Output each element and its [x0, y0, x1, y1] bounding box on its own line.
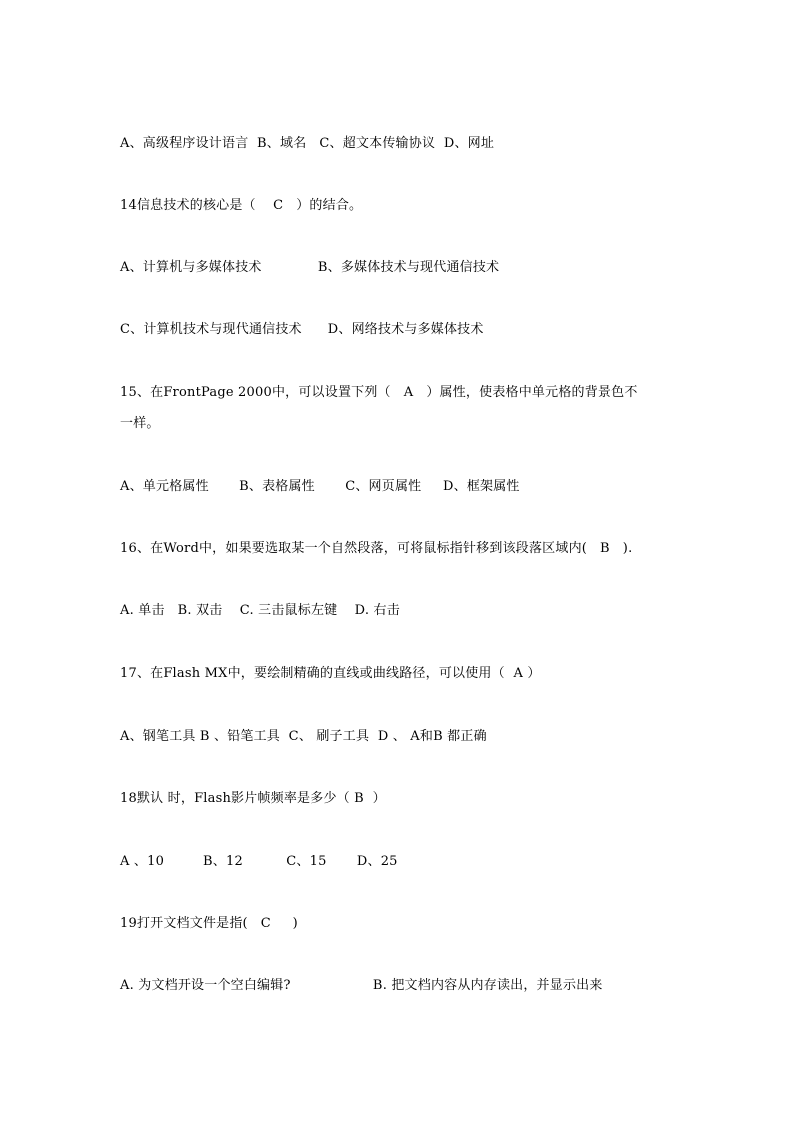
question-15-continued: 一样。 — [120, 416, 160, 431]
text-line-1: A、高级程序设计语言 B、域名 C、超文本传输协议 D、网址 — [120, 136, 495, 151]
q14-options-ab: A、计算机与多媒体技术 B、多媒体技术与现代通信技术 — [120, 260, 500, 275]
question-16: 16、在Word中，如果要选取某一个自然段落，可将鼠标指针移到该段落区域内( B ). — [120, 541, 633, 556]
question-18: 18默认 时，Flash影片帧频率是多少（ B ） — [120, 791, 386, 806]
q19-options-ab: A. 为文档开设一个空白编辑? B. 把文档内容从内存读出，并显示出来 — [120, 978, 603, 993]
question-14: 14信息技术的核心是（ C ）的结合。 — [120, 198, 363, 213]
q18-options: A 、10 B、12 C、15 D、25 — [120, 854, 398, 869]
question-15: 15、在FrontPage 2000中，可以设置下列（ A ）属性，使表格中单元格的背景色不 — [120, 385, 638, 400]
q16-options: A. 单击 B. 双击 C. 三击鼠标左键 D. 右击 — [120, 603, 400, 618]
question-19: 19打开文档文件是指( C ) — [120, 916, 298, 931]
question-17: 17、在Flash MX中，要绘制精确的直线或曲线路径，可以使用（ A ） — [120, 666, 541, 681]
q15-options: A、单元格属性 B、表格属性 C、网页属性 D、框架属性 — [120, 479, 520, 494]
q17-options: A、钢笔工具 B 、铅笔工具 C、 刷子工具 D 、 A和B 都正确 — [120, 729, 487, 744]
q14-options-cd: C、计算机技术与现代通信技术 D、网络技术与多媒体技术 — [120, 322, 484, 337]
